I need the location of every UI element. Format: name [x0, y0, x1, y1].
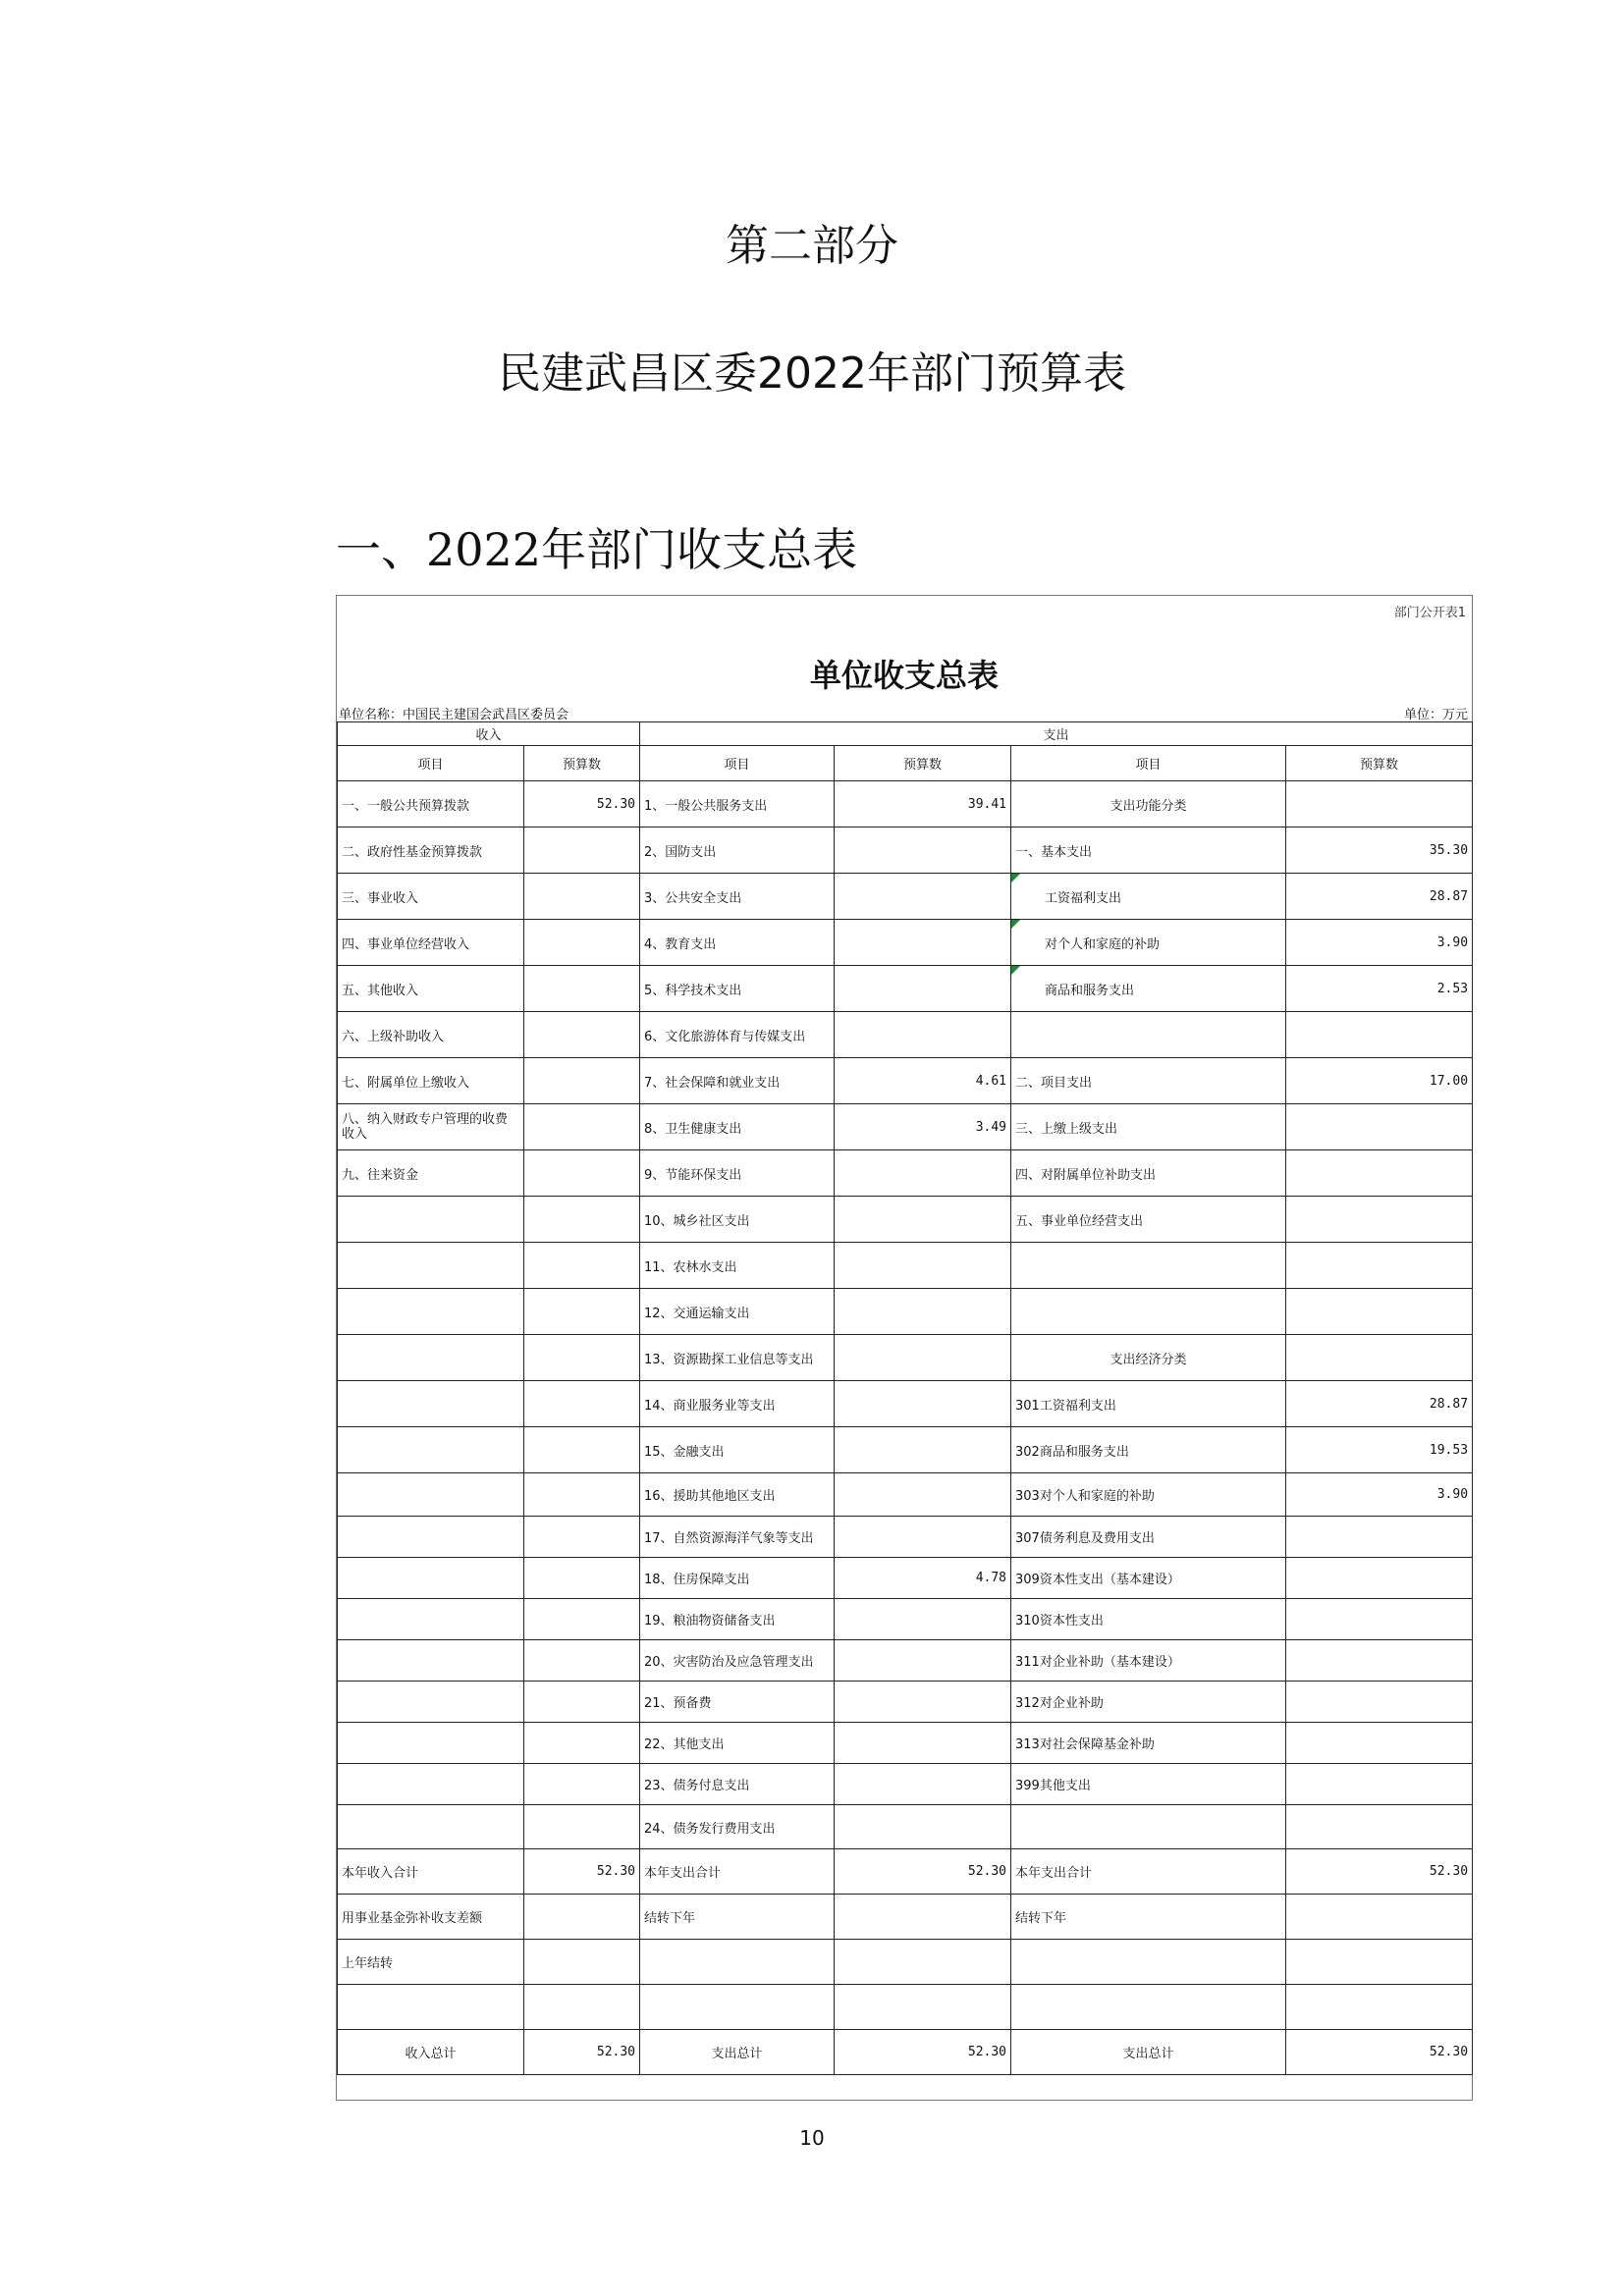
table-row — [338, 1058, 1473, 1104]
classification-value — [1286, 1805, 1473, 1849]
income-value — [524, 1381, 640, 1427]
total-value: 52.30 — [524, 1849, 640, 1895]
function-item: 24、债务发行费用支出 — [640, 1805, 835, 1849]
classification-value — [1286, 1558, 1473, 1599]
function-item — [640, 1940, 835, 1985]
income-item — [338, 1558, 524, 1599]
classification-value — [1286, 1723, 1473, 1764]
function-value — [835, 1805, 1011, 1849]
classification-value — [1286, 1985, 1473, 2030]
sheet-meta — [339, 704, 1468, 723]
income-value — [524, 1895, 640, 1940]
function-item: 1、一般公共服务支出 — [640, 781, 835, 828]
classification-value — [1286, 1640, 1473, 1682]
function-value — [835, 1599, 1011, 1640]
income-item: 九、往来资金 — [338, 1150, 524, 1197]
function-item: 7、社会保障和就业支出 — [640, 1058, 835, 1104]
classification-item — [1011, 1012, 1286, 1058]
classification-value — [1286, 781, 1473, 828]
classification-value: 35.30 — [1286, 828, 1473, 874]
classification-item — [1011, 1805, 1286, 1849]
income-item: 八、纳入财政专户管理的收费收入 — [338, 1104, 524, 1150]
table-row — [338, 1682, 1473, 1723]
table-row — [338, 1427, 1473, 1473]
col-budget-header: 预算数 — [524, 746, 640, 781]
total-value: 52.30 — [835, 1849, 1011, 1895]
function-item: 5、科学技术支出 — [640, 966, 835, 1012]
table-row — [338, 1243, 1473, 1289]
unit-label: 单位：万元 — [1403, 708, 1468, 722]
income-value — [524, 1104, 640, 1150]
grand-total-value: 52.30 — [524, 2030, 640, 2075]
classification-value — [1286, 1517, 1473, 1558]
classification-item: 307债务利息及费用支出 — [1011, 1517, 1286, 1558]
classification-item: 309资本性支出（基本建设） — [1011, 1558, 1286, 1599]
classification-value — [1286, 1599, 1473, 1640]
income-value — [524, 966, 640, 1012]
table-row — [338, 1150, 1473, 1197]
group-expense-header: 支出 — [640, 722, 1473, 746]
table-row — [338, 1012, 1473, 1058]
classification-item: 一、基本支出 — [1011, 828, 1286, 874]
function-value — [835, 1427, 1011, 1473]
income-value — [524, 828, 640, 874]
function-item: 3、公共安全支出 — [640, 874, 835, 920]
income-item — [338, 1723, 524, 1764]
classification-value — [1286, 1243, 1473, 1289]
classification-value: 28.87 — [1286, 874, 1473, 920]
table-row — [338, 1599, 1473, 1640]
classification-item: 312对企业补助 — [1011, 1682, 1286, 1723]
col-budget-header: 预算数 — [1286, 746, 1473, 781]
function-item: 15、金融支出 — [640, 1427, 835, 1473]
grand-total-value: 52.30 — [835, 2030, 1011, 2075]
classification-item — [1011, 1940, 1286, 1985]
function-item: 23、债务付息支出 — [640, 1764, 835, 1805]
classification-value — [1286, 1197, 1473, 1243]
function-value — [835, 874, 1011, 920]
table-row — [338, 2030, 1473, 2075]
classification-value — [1286, 1335, 1473, 1381]
table-row — [338, 1764, 1473, 1805]
function-item: 2、国防支出 — [640, 828, 835, 874]
function-value — [835, 1940, 1011, 1985]
total-label: 本年支出合计 — [1011, 1849, 1286, 1895]
table-row — [338, 1473, 1473, 1517]
section-heading: 一、2022年部门收支总表 — [336, 523, 858, 576]
function-item: 16、援助其他地区支出 — [640, 1473, 835, 1517]
function-value — [835, 1723, 1011, 1764]
table-row — [338, 1723, 1473, 1764]
table-row — [338, 1985, 1473, 2030]
table-row — [338, 1895, 1473, 1940]
table-row — [338, 1197, 1473, 1243]
sheet-title: 单位收支总表 — [809, 657, 999, 694]
income-item — [338, 1599, 524, 1640]
function-item: 9、节能环保支出 — [640, 1150, 835, 1197]
income-value — [524, 1243, 640, 1289]
classification-item — [1011, 1243, 1286, 1289]
income-item — [338, 1289, 524, 1335]
classification-value — [1286, 1289, 1473, 1335]
function-value — [835, 828, 1011, 874]
classification-item: 310资本性支出 — [1011, 1599, 1286, 1640]
income-item — [338, 1197, 524, 1243]
sheet-tag: 部门公开表1 — [1393, 606, 1466, 620]
income-item — [338, 1381, 524, 1427]
table-row — [338, 1335, 1473, 1381]
income-item: 四、事业单位经营收入 — [338, 920, 524, 966]
income-item — [338, 1473, 524, 1517]
function-value — [835, 1764, 1011, 1805]
classification-item: 四、对附属单位补助支出 — [1011, 1150, 1286, 1197]
col-item-header: 项目 — [1011, 746, 1286, 781]
income-value — [524, 1558, 640, 1599]
classification-value: 2.53 — [1286, 966, 1473, 1012]
income-value — [524, 1599, 640, 1640]
function-value — [835, 920, 1011, 966]
group-income-header: 收入 — [338, 722, 640, 746]
function-value: 4.61 — [835, 1058, 1011, 1104]
income-value — [524, 1289, 640, 1335]
classification-value — [1286, 1682, 1473, 1723]
function-value — [835, 1012, 1011, 1058]
income-value — [524, 1058, 640, 1104]
income-item — [338, 1985, 524, 2030]
classification-item: 二、项目支出 — [1011, 1058, 1286, 1104]
table-row — [338, 1381, 1473, 1427]
function-value — [835, 1150, 1011, 1197]
income-item — [338, 1517, 524, 1558]
function-item: 17、自然资源海洋气象等支出 — [640, 1517, 835, 1558]
income-value — [524, 1335, 640, 1381]
table-row — [338, 1940, 1473, 1985]
table-row — [338, 1104, 1473, 1150]
total-value: 52.30 — [1286, 1849, 1473, 1895]
function-item: 14、商业服务业等支出 — [640, 1381, 835, 1427]
income-value: 52.30 — [524, 781, 640, 828]
income-value — [524, 874, 640, 920]
total-label: 本年收入合计 — [338, 1849, 524, 1895]
income-value — [524, 1723, 640, 1764]
function-value — [835, 1381, 1011, 1427]
income-value — [524, 1427, 640, 1473]
income-item — [338, 1640, 524, 1682]
income-value — [524, 1012, 640, 1058]
function-value — [835, 1985, 1011, 2030]
classification-value: 3.90 — [1286, 1473, 1473, 1517]
income-value — [524, 1682, 640, 1723]
table-row — [338, 1805, 1473, 1849]
classification-value: 3.90 — [1286, 920, 1473, 966]
grand-total-label: 支出总计 — [640, 2030, 835, 2075]
classification-item — [1011, 1985, 1286, 2030]
classification-item: 399其他支出 — [1011, 1764, 1286, 1805]
income-value — [524, 1473, 640, 1517]
income-value — [524, 920, 640, 966]
function-value: 4.78 — [835, 1558, 1011, 1599]
function-item: 结转下年 — [640, 1895, 835, 1940]
unit-name: 单位名称：中国民主建国会武昌区委员会 — [339, 708, 569, 722]
total-label: 本年支出合计 — [640, 1849, 835, 1895]
function-value: 39.41 — [835, 781, 1011, 828]
income-value — [524, 1985, 640, 2030]
income-value — [524, 1640, 640, 1682]
income-item: 七、附属单位上缴收入 — [338, 1058, 524, 1104]
income-value — [524, 1197, 640, 1243]
table-row — [338, 828, 1473, 874]
table-row — [338, 874, 1473, 920]
grand-total-label: 支出总计 — [1011, 2030, 1286, 2075]
classification-value: 19.53 — [1286, 1427, 1473, 1473]
income-item — [338, 1682, 524, 1723]
income-item — [338, 1335, 524, 1381]
function-item: 8、卫生健康支出 — [640, 1104, 835, 1150]
document-title: 民建武昌区委2022年部门预算表 — [498, 348, 1126, 399]
income-item — [338, 1764, 524, 1805]
classification-value — [1286, 1104, 1473, 1150]
table-row — [338, 1849, 1473, 1895]
classification-heading: 支出功能分类 — [1011, 781, 1286, 828]
page-number: 10 — [799, 2126, 825, 2150]
classification-item: 303对个人和家庭的补助 — [1011, 1473, 1286, 1517]
function-value — [835, 1473, 1011, 1517]
function-item: 6、文化旅游体育与传媒支出 — [640, 1012, 835, 1058]
function-item: 22、其他支出 — [640, 1723, 835, 1764]
grand-total-label: 收入总计 — [338, 2030, 524, 2075]
classification-value — [1286, 1012, 1473, 1058]
income-item: 六、上级补助收入 — [338, 1012, 524, 1058]
income-value — [524, 1150, 640, 1197]
income-item: 二、政府性基金预算拨款 — [338, 828, 524, 874]
function-item: 19、粮油物资储备支出 — [640, 1599, 835, 1640]
function-item: 20、灾害防治及应急管理支出 — [640, 1640, 835, 1682]
classification-item: 商品和服务支出 — [1011, 966, 1286, 1012]
table-row — [338, 920, 1473, 966]
income-value — [524, 1764, 640, 1805]
income-item — [338, 1805, 524, 1849]
budget-sheet — [336, 595, 1473, 2101]
income-item: 一、一般公共预算拨款 — [338, 781, 524, 828]
part-heading: 第二部分 — [726, 221, 898, 271]
income-item: 用事业基金弥补收支差额 — [338, 1895, 524, 1940]
function-value — [835, 1335, 1011, 1381]
function-item: 12、交通运输支出 — [640, 1289, 835, 1335]
function-value — [835, 1243, 1011, 1289]
classification-item: 五、事业单位经营支出 — [1011, 1197, 1286, 1243]
classification-item — [1011, 1289, 1286, 1335]
function-item — [640, 1985, 835, 2030]
function-item: 18、住房保障支出 — [640, 1558, 835, 1599]
income-item: 三、事业收入 — [338, 874, 524, 920]
classification-item: 301工资福利支出 — [1011, 1381, 1286, 1427]
function-value — [835, 1197, 1011, 1243]
function-value — [835, 1517, 1011, 1558]
income-value — [524, 1517, 640, 1558]
classification-item: 对个人和家庭的补助 — [1011, 920, 1286, 966]
function-item: 11、农林水支出 — [640, 1243, 835, 1289]
classification-value — [1286, 1764, 1473, 1805]
function-value — [835, 1289, 1011, 1335]
income-item: 五、其他收入 — [338, 966, 524, 1012]
table-row — [338, 1640, 1473, 1682]
budget-table — [337, 721, 1473, 2075]
function-value: 3.49 — [835, 1104, 1011, 1150]
function-item: 4、教育支出 — [640, 920, 835, 966]
income-item — [338, 1243, 524, 1289]
function-value — [835, 1682, 1011, 1723]
classification-value: 28.87 — [1286, 1381, 1473, 1427]
grand-total-value: 52.30 — [1286, 2030, 1473, 2075]
income-value — [524, 1940, 640, 1985]
table-row — [338, 966, 1473, 1012]
income-item: 上年结转 — [338, 1940, 524, 1985]
classification-item: 工资福利支出 — [1011, 874, 1286, 920]
function-item: 21、预备费 — [640, 1682, 835, 1723]
classification-value: 17.00 — [1286, 1058, 1473, 1104]
income-value — [524, 1805, 640, 1849]
classification-item: 302商品和服务支出 — [1011, 1427, 1286, 1473]
classification-heading: 支出经济分类 — [1011, 1335, 1286, 1381]
classification-value — [1286, 1940, 1473, 1985]
function-item: 13、资源勘探工业信息等支出 — [640, 1335, 835, 1381]
classification-item: 311对企业补助（基本建设） — [1011, 1640, 1286, 1682]
classification-item: 三、上缴上级支出 — [1011, 1104, 1286, 1150]
function-value — [835, 966, 1011, 1012]
col-item-header: 项目 — [338, 746, 524, 781]
classification-item: 313对社会保障基金补助 — [1011, 1723, 1286, 1764]
table-row — [338, 781, 1473, 828]
function-value — [835, 1895, 1011, 1940]
col-budget-header: 预算数 — [835, 746, 1011, 781]
table-row — [338, 1289, 1473, 1335]
table-row — [338, 1517, 1473, 1558]
income-item — [338, 1427, 524, 1473]
classification-value — [1286, 1895, 1473, 1940]
table-row — [338, 1558, 1473, 1599]
col-item-header: 项目 — [640, 746, 835, 781]
function-item: 10、城乡社区支出 — [640, 1197, 835, 1243]
classification-value — [1286, 1150, 1473, 1197]
classification-item: 结转下年 — [1011, 1895, 1286, 1940]
function-value — [835, 1640, 1011, 1682]
